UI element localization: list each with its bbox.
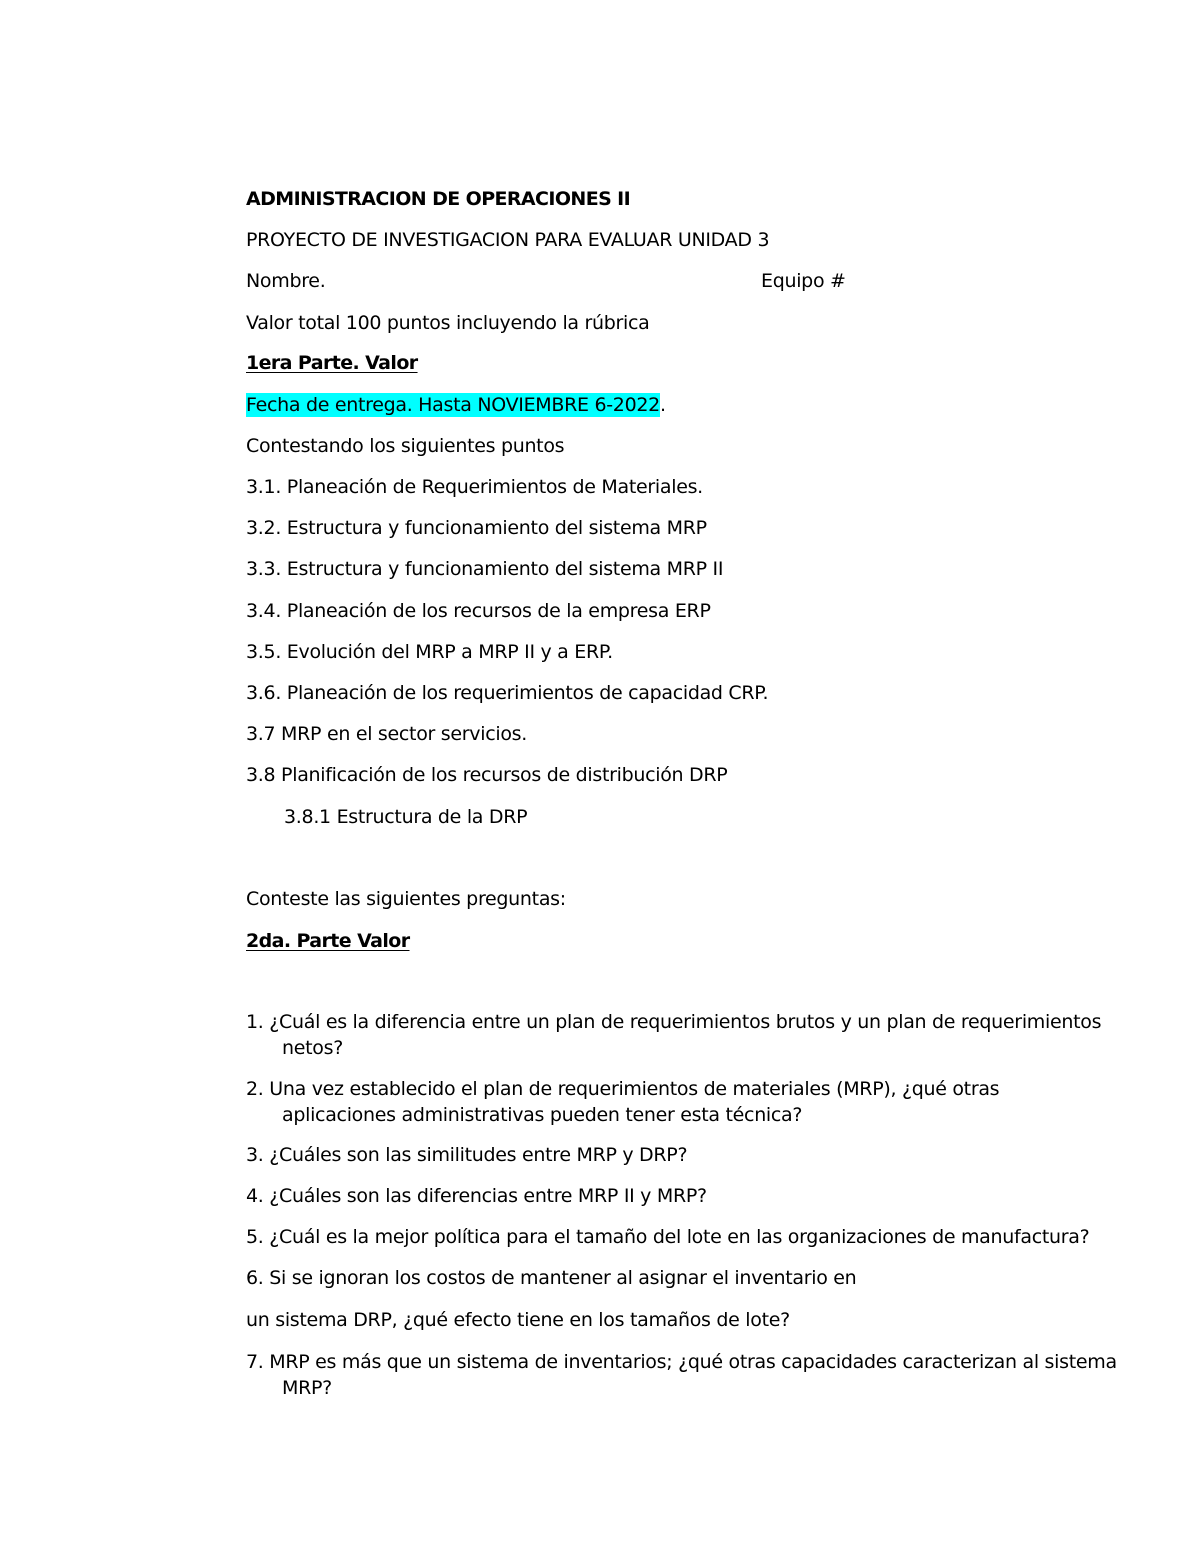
question-6-continued: un sistema DRP, ¿qué efecto tiene en los tamaños de lote? xyxy=(246,1309,790,1331)
due-date-period: . xyxy=(659,394,666,416)
part2-intro: Conteste las siguientes preguntas: xyxy=(246,888,566,910)
part1-intro: Contestando los siguientes puntos xyxy=(246,435,565,457)
subtopic-item: 3.8.1 Estructura de la DRP xyxy=(284,806,528,828)
topic-item: 3.2. Estructura y funcionamiento del sistema MRP xyxy=(246,517,707,539)
topic-item: 3.5. Evolución del MRP a MRP II y a ERP. xyxy=(246,641,613,663)
part1-heading: 1era Parte. Valor xyxy=(246,352,418,374)
due-date-highlight: Fecha de entrega. Hasta NOVIEMBRE 6-2022 xyxy=(246,394,660,416)
project-title: PROYECTO DE INVESTIGACION PARA EVALUAR UNIDAD 3 xyxy=(246,229,770,251)
topic-item: 3.4. Planeación de los recursos de la empresa ERP xyxy=(246,600,711,622)
total-value: Valor total 100 puntos incluyendo la rúbrica xyxy=(246,312,650,334)
question-2: 2. Una vez establecido el plan de requerimientos de materiales (MRP), ¿qué otras xyxy=(246,1078,1000,1100)
question-4: 4. ¿Cuáles son las diferencias entre MRP II y MRP? xyxy=(246,1185,707,1207)
part2-heading: 2da. Parte Valor xyxy=(246,930,410,952)
team-label: Equipo # xyxy=(761,270,846,292)
topic-item: 3.1. Planeación de Requerimientos de Materiales. xyxy=(246,476,703,498)
due-date xyxy=(246,392,666,418)
question-7: 7. MRP es más que un sistema de inventarios; ¿qué otras capacidades caracterizan al sistema xyxy=(246,1351,1117,1373)
question-1: 1. ¿Cuál es la diferencia entre un plan de requerimientos brutos y un plan de requerimientos xyxy=(246,1011,1102,1033)
topic-item: 3.6. Planeación de los requerimientos de capacidad CRP. xyxy=(246,682,769,704)
question-2-continued: aplicaciones administrativas pueden tener esta técnica? xyxy=(282,1104,803,1126)
course-title: ADMINISTRACION DE OPERACIONES II xyxy=(246,188,631,210)
question-6: 6. Si se ignoran los costos de mantener al asignar el inventario en xyxy=(246,1267,857,1289)
question-3: 3. ¿Cuáles son las similitudes entre MRP y DRP? xyxy=(246,1144,688,1166)
question-7-continued: MRP? xyxy=(282,1377,332,1399)
topic-item: 3.7 MRP en el sector servicios. xyxy=(246,723,527,745)
question-5: 5. ¿Cuál es la mejor política para el tamaño del lote en las organizaciones de manufactura? xyxy=(246,1226,1090,1248)
question-1-continued: netos? xyxy=(282,1037,343,1059)
name-label: Nombre. xyxy=(246,270,326,292)
topic-item: 3.3. Estructura y funcionamiento del sistema MRP II xyxy=(246,558,724,580)
topic-item: 3.8 Planificación de los recursos de distribución DRP xyxy=(246,764,728,786)
